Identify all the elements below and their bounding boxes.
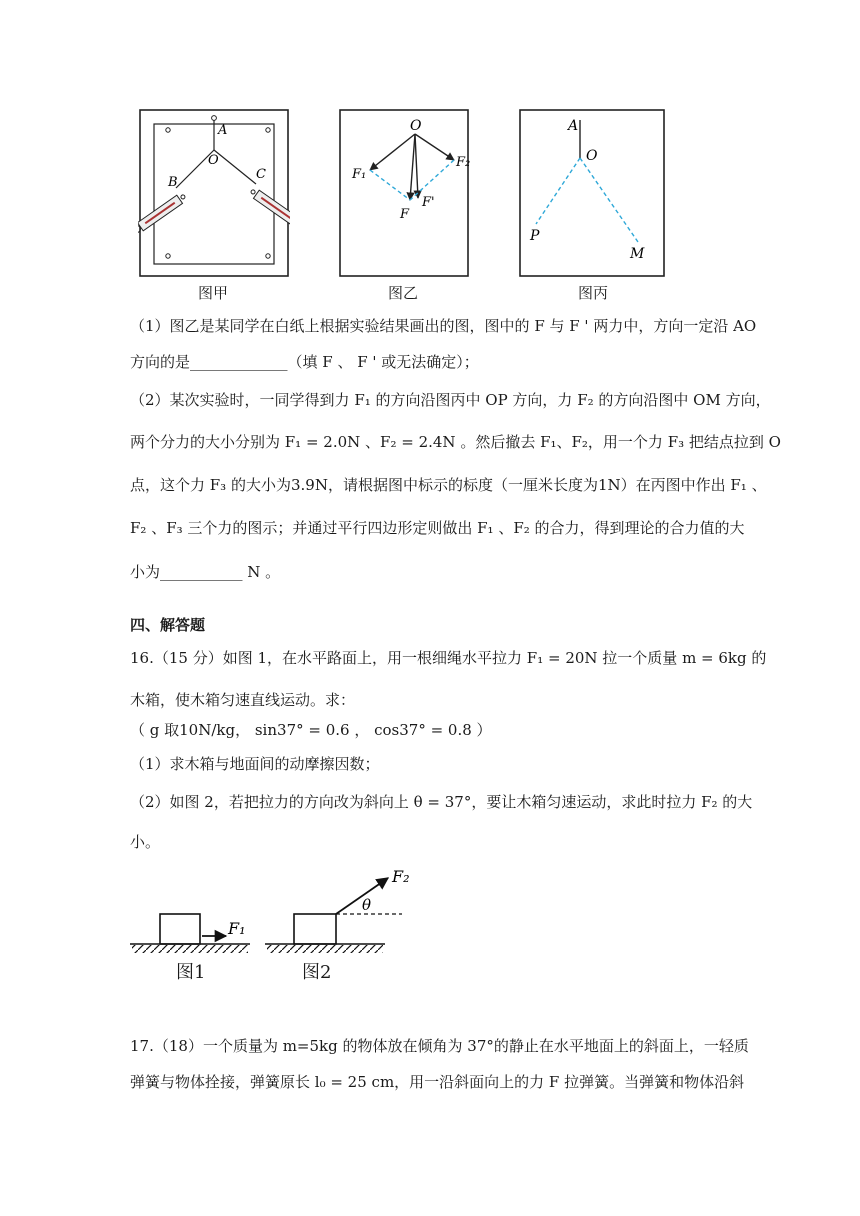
q16-figure-svg [130, 862, 420, 962]
q17-line1: 17.（18）一个质量为 m=5kg 的物体放在倾角为 37°的静止在水平地面上的斜面上，一轻质 [130, 1037, 749, 1055]
q15-p2-line5: 小为___________ N 。 [130, 563, 281, 581]
q16-line4: （1）求木箱与地面间的动摩擦因数； [130, 755, 380, 773]
q16-line1: 16.（15 分）如图 1，在水平路面上，用一根细绳水平拉力 F₁ = 20N 拉一个质量 m = 6kg 的 [130, 649, 767, 667]
q16-line3: （ g 取10N/kg， sin37° = 0.6 ， cos37° = 0.8 ） [130, 721, 492, 739]
figure-bing [518, 108, 668, 280]
q16-figures [130, 862, 420, 982]
label-c: C [256, 167, 266, 182]
q16-line6: 小。 [130, 833, 161, 851]
q15-p2-line2: 两个分力的大小分别为 F₁ = 2.0N 、F₂ = 2.4N 。然后撤去 F₁、F₂，用一个力 F₃ 把结点拉到 O [130, 433, 781, 451]
q15-p2-line3: 点，这个力 F₃ 的大小为3.9N，请根据图中标示的标度（一厘米长度为1N）在丙图中作出 F₁ 、 [130, 476, 767, 494]
caption-jia: 图甲 [197, 284, 228, 302]
label-p: P [530, 228, 540, 244]
section-title: 四、解答题 [130, 616, 206, 634]
q16-line2: 木箱，使木箱匀速直线运动。求： [130, 691, 356, 709]
figure-yi [338, 108, 470, 280]
caption-bing: 图丙 [577, 284, 608, 302]
label-o: O [208, 153, 219, 168]
q15-p2-line4: F₂ 、F₃ 三个力的图示；并通过平行四边形定则做出 F₁ 、F₂ 的合力，得到理论的合力值的大 [130, 519, 745, 537]
label-m: M [630, 246, 645, 262]
figure-jia [138, 108, 290, 280]
caption-yi: 图乙 [387, 284, 418, 302]
label-a: A [218, 123, 228, 138]
q15-p1-line2: 方向的是_____________（填 F 、 F ' 或无法确定）； [130, 353, 479, 371]
q16-line5: （2）如图 2，若把拉力的方向改为斜向上 θ = 37°，要让木箱匀速运动，求此时拉力 F₂ 的大 [130, 793, 753, 811]
label-o: O [586, 148, 598, 164]
label-o: O [410, 118, 422, 134]
fig2-force-label: F₂ [392, 867, 410, 886]
label-fp: F' [422, 195, 435, 210]
label-f1: F₁ [352, 167, 367, 182]
fig2-caption: 图2 [302, 962, 332, 983]
fig1-caption: 图1 [176, 962, 206, 983]
q17-line2: 弹簧与物体拴接，弹簧原长 l₀ = 25 cm，用一沿斜面向上的力 F 拉弹簧。当弹簧和物体沿斜 [130, 1073, 745, 1091]
q15-p2-line1: （2）某次实验时，一同学得到力 F₁ 的方向沿图丙中 OP 方向，力 F₂ 的方向沿图中 OM 方向， [130, 391, 771, 409]
figure-row [138, 108, 668, 308]
fig1-force-label: F₁ [228, 919, 246, 938]
label-f2: F₂ [456, 155, 470, 170]
fig2-angle-label: θ [362, 896, 372, 914]
label-a: A [568, 118, 579, 134]
label-f: F [400, 207, 410, 222]
q15-p1-line1: （1）图乙是某同学在白纸上根据实验结果画出的图，图中的 F 与 F ' 两力中，方向一定沿 AO [130, 317, 757, 335]
label-b: B [168, 175, 178, 190]
